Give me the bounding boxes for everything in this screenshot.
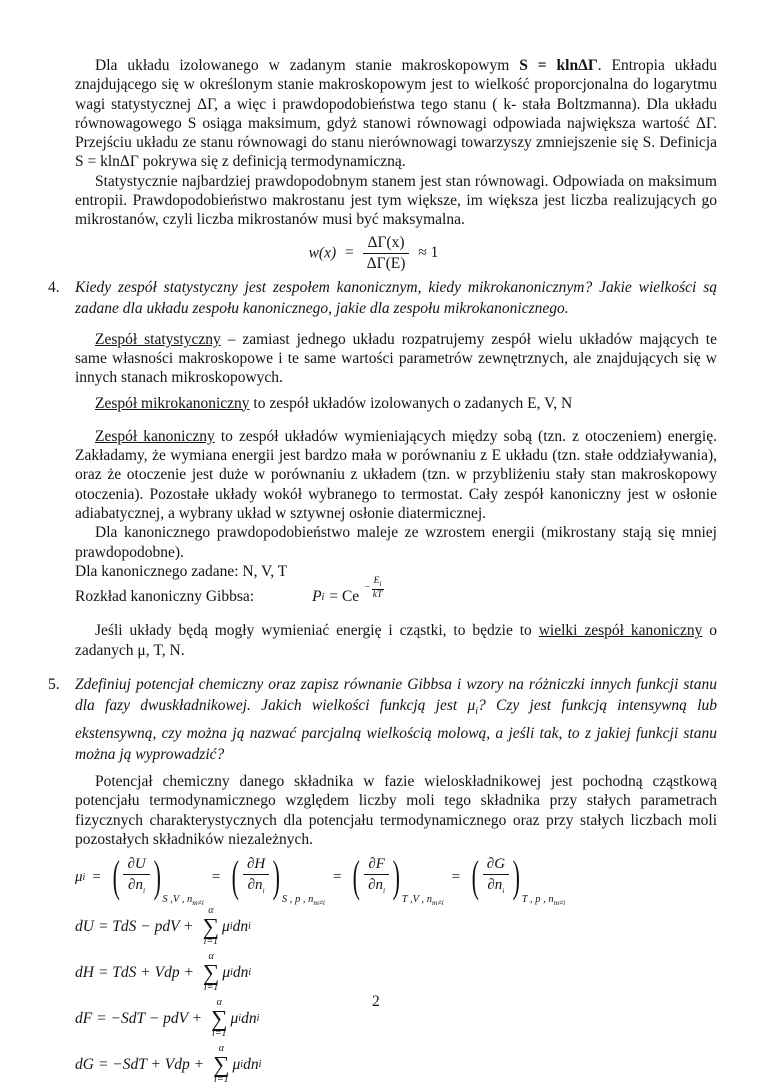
- mu-lhs-sub: i: [82, 871, 86, 883]
- left-paren: (: [112, 852, 120, 902]
- exponent-fraction: [372, 576, 384, 601]
- term-grand-canonical-ensemble: wielki zespół kanoniczny: [538, 622, 703, 640]
- para-grand-canonical-pre: Jeśli układy będą mogły wymieniać energię i cząstki, to będzie to: [95, 622, 539, 640]
- equation-lhs: dG: [75, 1055, 94, 1073]
- page-number: 2: [372, 993, 380, 1010]
- fraction: [364, 855, 389, 900]
- exponent-minus: −: [364, 583, 371, 594]
- fraction-denominator: [123, 875, 149, 900]
- term-mu: μ: [222, 963, 231, 981]
- question-5-number: 5.: [48, 675, 60, 693]
- gibbs-P: P: [312, 588, 322, 606]
- summation: [203, 952, 219, 993]
- term-dn: dn: [243, 1055, 259, 1073]
- term-mu-sub: i: [230, 967, 233, 979]
- para-entropy-definition: [75, 56, 717, 172]
- fraction-denominator: [243, 875, 269, 900]
- formula-dG: [75, 1042, 717, 1087]
- sum-upper-limit: α: [208, 951, 214, 963]
- gibbs-mid: = Ce: [329, 588, 360, 606]
- sigma-symbol: ∑: [202, 960, 220, 986]
- equals-sign: =: [332, 868, 342, 885]
- row-gibbs-distribution: [75, 575, 717, 613]
- formula-microstate-probability: [75, 234, 677, 273]
- left-paren: (: [353, 852, 361, 902]
- equation-mid: = TdS + Vdp +: [97, 963, 194, 981]
- term-microcanonical-ensemble: Zespół mikrokanoniczny: [95, 394, 250, 412]
- term-mu-sub: i: [229, 921, 233, 933]
- sum-lower-limit: i=1: [203, 982, 219, 994]
- approx-one: ≈ 1: [418, 244, 439, 262]
- para-probability-decreases: Dla kanonicznego prawdopodobieństwo maleje ze wzrostem energii (mikrostany stają się mniej prawdopodobne).: [75, 524, 717, 561]
- sigma-symbol: ∑: [211, 1006, 228, 1032]
- para-grand-canonical: [75, 621, 717, 660]
- question-5-pre: Zdefiniuj potencjał chemiczny oraz zapisz równanie Gibbsa i wzory na różniczki innych funkcji stanu dla fazy dwuskładnikowej. Jakich wielkości funkcją jest μ: [75, 675, 717, 715]
- equation-lhs: dH: [75, 963, 94, 981]
- gibbs-exponent: [364, 576, 383, 601]
- right-paren: ): [392, 852, 401, 902]
- question-4-text: Kiedy zespół statystyczny jest zespołem kanonicznym, kiedy mikrokanonicznym? Jakie wielkości są zadane dla układu zespołu kanonicznego, jakie dla zespołu mikrokanonicznego.: [75, 278, 717, 318]
- para-entropy-post: . Entropia układu znajdującego się w określonym stanie makroskopowym jest to wielkość proporcjonalna do logarytmu wagi statystycznej ΔΓ, a więc i prawdopodobieństwa tego stanu ( k- stała Boltzmanna). Dla układu równowagowego S osiąga maksimum, gdyż stanowi równowagi odpowiada największa wartość ΔΓ. Przejściu układu ze stanu równowagi do stanu nierównowagi towarzyszy zmniejszenie się S. Definicja S = klnΔΓ pokrywa się z definicją termodynamiczną.: [75, 57, 717, 171]
- den-sub: i: [142, 885, 146, 895]
- den-n: ∂n: [128, 876, 143, 893]
- cond-sub: m≠i: [313, 897, 325, 907]
- para-canonical-ensemble: [75, 427, 717, 523]
- cond-text: S ,V , n: [162, 893, 193, 905]
- formula-chemical-potential: [75, 851, 717, 907]
- fraction: [363, 234, 410, 273]
- right-paren: ): [272, 852, 281, 902]
- term-dn-sub: i: [256, 1013, 260, 1025]
- gibbs-P-sub: i: [321, 591, 325, 603]
- sigma-symbol: ∑: [202, 914, 220, 940]
- den-sub: i: [502, 885, 505, 895]
- para-statistical-ensemble-rest: – zamiast jednego układu rozpatrujemy zespół wielu układów mających te same własności makroskopowe i te same wartości parametrów zewnętrznych, ale znajdujących się w innych stanach mikroskopowych.: [75, 330, 717, 387]
- fraction-denominator: [483, 875, 509, 900]
- gibbs-label: Rozkład kanoniczny Gibbsa:: [75, 588, 255, 606]
- question-4-number: 4.: [48, 278, 60, 296]
- equals-sign: =: [211, 868, 221, 885]
- line-canonical-given: Dla kanonicznego zadane: N, V, T: [75, 562, 288, 580]
- den-sub: i: [383, 885, 386, 895]
- summation: [211, 998, 227, 1039]
- fraction-numerator: ΔΓ(x): [363, 234, 410, 254]
- fraction-denominator: ΔΓ(E): [366, 254, 406, 272]
- equals-sign: =: [451, 868, 461, 885]
- question-5-post: ? Czy jest funkcją intensywną lub ekstensywną, czy można ją nazwać parcjalną wielkością molową, a jeśli tak, to z jakiej funkcji stanu można ją wyprowadzić?: [75, 697, 717, 764]
- sum-upper-limit: α: [208, 905, 214, 917]
- fraction: [243, 855, 269, 900]
- den-n: ∂n: [487, 876, 503, 893]
- term-dn: dn: [232, 917, 249, 935]
- formula-w-lhs: w(x): [308, 244, 337, 262]
- summation: [213, 1044, 229, 1085]
- term-mu: μ: [232, 1055, 241, 1073]
- fraction: [123, 855, 149, 900]
- fraction-numerator: ∂U: [123, 855, 149, 875]
- para-equilibrium-probability: Statystycznie najbardziej prawdopodobnym stanem jest stan równowagi. Odpowiada on maksimum entropii. Prawdopodobieństwo makrostanu jest tym większe, im większa jest liczba realizujących go mikrostanów, czyli liczba mikrostanów musi być maksymalna.: [75, 172, 717, 229]
- fraction-numerator: ∂G: [483, 855, 509, 875]
- exponent-numerator: [372, 576, 384, 590]
- formula-dF: [75, 996, 717, 1041]
- entropy-equation-inline: S = klnΔΓ: [519, 57, 598, 74]
- term-mu-sub: i: [240, 1059, 244, 1071]
- cond-text: T ,V , n: [401, 893, 433, 905]
- summation: [203, 906, 219, 947]
- equation-lhs: dF: [75, 1009, 93, 1027]
- equation-mid: = −SdT + Vdp +: [97, 1055, 205, 1073]
- right-paren: ): [512, 852, 521, 902]
- para-microcanonical-ensemble-rest: to zespół układów izolowanych o zadanych E, V, N: [249, 394, 573, 412]
- fraction: [483, 855, 509, 900]
- cond-sub: m≠i: [192, 897, 204, 907]
- left-paren: (: [231, 852, 240, 902]
- left-paren: (: [471, 852, 480, 902]
- cond-text: T , p , n: [521, 893, 554, 905]
- para-chemical-potential: Potencjał chemiczny danego składnika w fazie wieloskładnikowej jest pochodną cząstkową potencjału termodynamicznego względem liczby moli tego składnika przy stałych parametrach fizycznych charakterystycznych dla potencjału termodynamicznego oraz przy stałych liczbach moli pozostałych składników niezależnych.: [75, 772, 717, 848]
- den-n: ∂n: [368, 876, 384, 893]
- held-constant: [282, 894, 325, 907]
- formula-dH: [75, 950, 717, 995]
- sum-lower-limit: i=1: [214, 1074, 229, 1086]
- term-mu: μ: [230, 1009, 239, 1027]
- para-grand-canonical-post: o zadanych μ, T, N.: [75, 622, 718, 659]
- fraction-numerator: ∂F: [364, 855, 389, 875]
- cond-sub: m≠i: [432, 897, 444, 907]
- term-dn: dn: [241, 1009, 257, 1027]
- sigma-symbol: ∑: [213, 1052, 230, 1078]
- mu-lhs: μ: [75, 868, 83, 885]
- right-paren: ): [153, 852, 161, 902]
- formula-dU: [75, 904, 717, 949]
- question-4: [48, 277, 717, 320]
- question-5-text: [75, 676, 717, 764]
- exponent-denominator: kT: [372, 589, 383, 600]
- para-entropy-pre: Dla układu izolowanego w zadanym stanie makroskopowym: [95, 57, 520, 74]
- sum-upper-limit: α: [218, 1043, 224, 1055]
- held-constant: [402, 894, 444, 907]
- exponent-E-sub: i: [379, 578, 382, 588]
- equals-sign: =: [92, 868, 101, 885]
- equation-mid: = −SdT − pdV +: [96, 1009, 203, 1027]
- para-statistical-ensemble: [75, 330, 717, 388]
- sum-lower-limit: i=1: [212, 1028, 227, 1040]
- term-dn: dn: [232, 963, 249, 981]
- sum-upper-limit: α: [216, 997, 222, 1009]
- question-5-mu-sub: i: [475, 706, 479, 718]
- held-constant: [522, 894, 566, 907]
- term-mu-sub: i: [238, 1013, 242, 1025]
- fraction-denominator: [364, 875, 389, 900]
- question-5: [48, 674, 717, 766]
- cond-sub: m≠i: [553, 897, 566, 907]
- term-dn-sub: i: [248, 921, 251, 933]
- den-sub: i: [262, 885, 265, 895]
- equation-mid: = TdS − pdV +: [97, 917, 194, 935]
- cond-text: S , p , n: [281, 893, 314, 905]
- den-n: ∂n: [247, 876, 263, 893]
- term-mu: μ: [222, 917, 230, 935]
- fraction-numerator: ∂H: [243, 855, 269, 875]
- para-canonical-ensemble-rest: to zespół układów wymieniających między sobą (tzn. z otoczeniem) energię. Zakładamy, że wymiana energii jest bardzo mała w porównaniu z E układu (tzn. stałe oddziaływania), oraz że otoczenie jest duże w porównaniu z układem (tzn. w przybliżeniu stały stan makroskopowy otoczenia). Pozostałe układy wokół wybranego to termostat. Cały zespół kanoniczny jest w osłonie adiabatycznej, a wybrany układ w sztywnej osłonie diatermicznej.: [75, 427, 717, 523]
- formula-gibbs-distribution: [312, 575, 383, 610]
- equation-lhs: dU: [75, 917, 94, 935]
- equals-sign: =: [345, 244, 354, 262]
- exponent-E: E: [373, 575, 380, 586]
- term-statistical-ensemble: Zespół statystyczny: [95, 330, 221, 348]
- term-canonical-ensemble: Zespół kanoniczny: [95, 427, 215, 445]
- held-constant: [162, 894, 203, 907]
- para-microcanonical-ensemble: [75, 394, 717, 413]
- term-dn-sub: i: [258, 1059, 262, 1071]
- sum-lower-limit: i=1: [203, 936, 219, 948]
- term-dn-sub: i: [248, 967, 252, 979]
